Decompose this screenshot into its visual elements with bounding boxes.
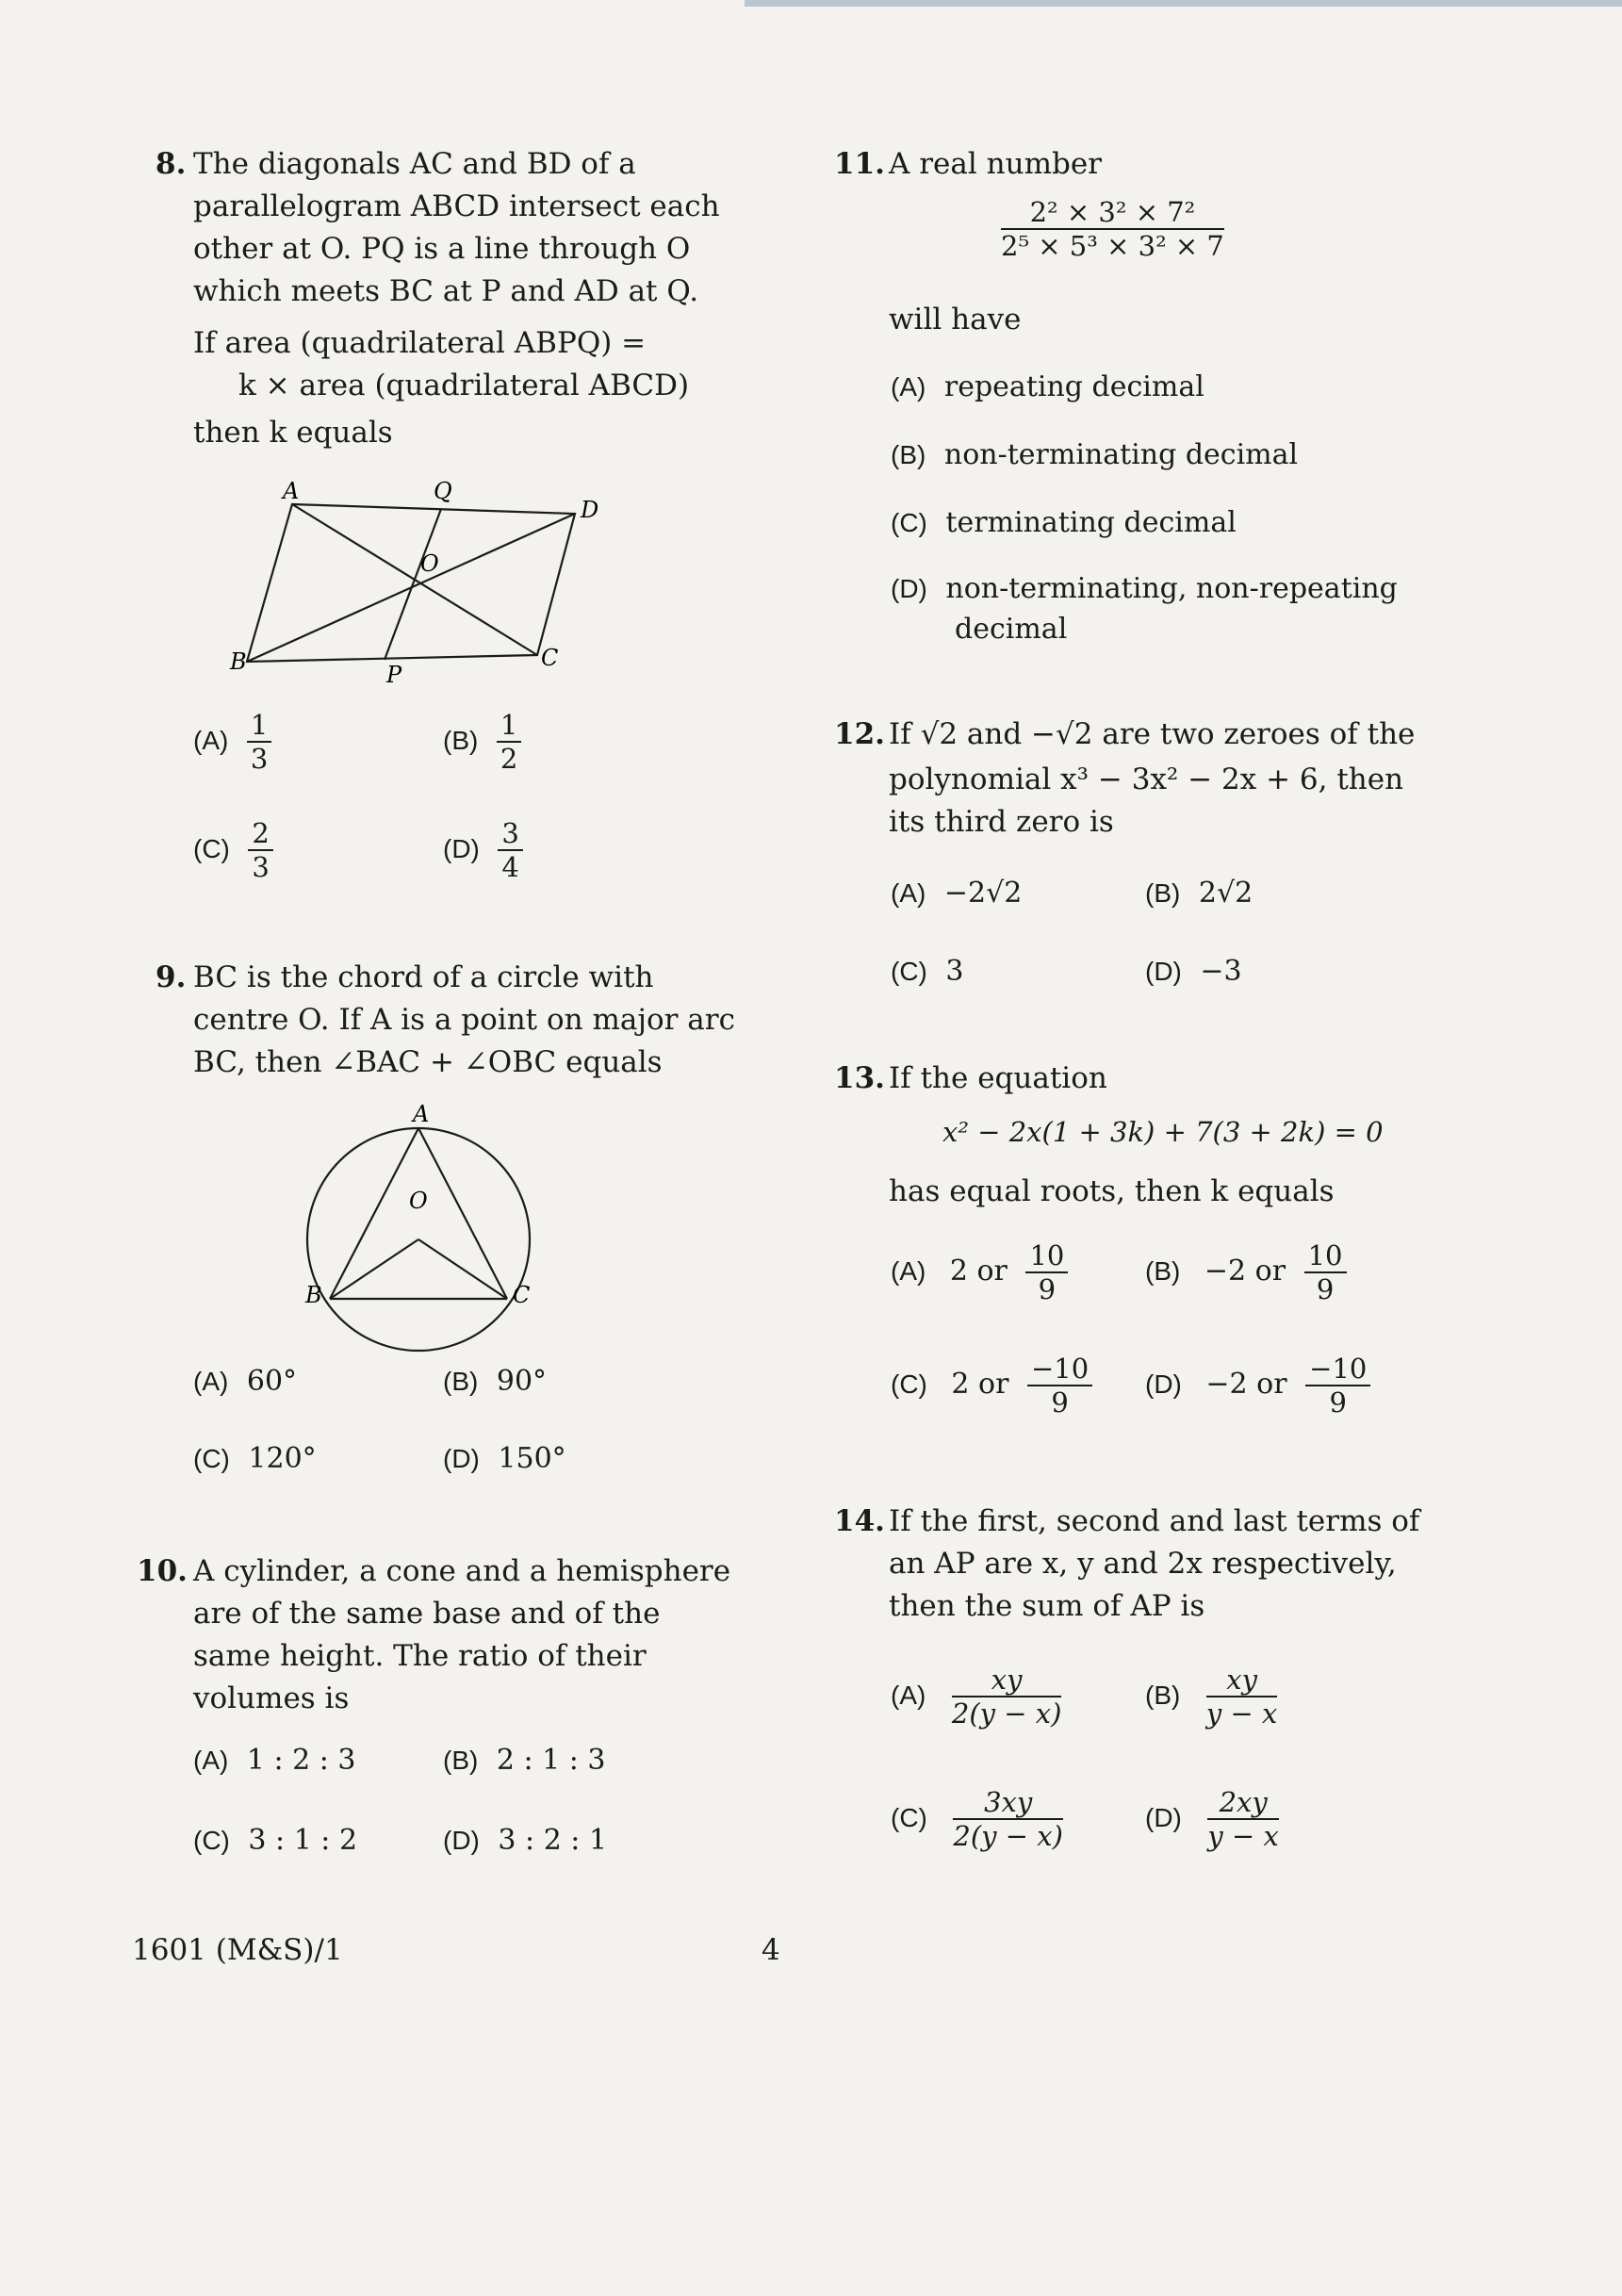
- option-d[interactable]: [891, 572, 1398, 646]
- fraction-numerator: 10: [1025, 1239, 1068, 1273]
- option-a[interactable]: [891, 1664, 1061, 1730]
- option-value: 60°: [246, 1365, 298, 1398]
- fraction: [1305, 1353, 1370, 1419]
- option-d[interactable]: [443, 1442, 566, 1475]
- option-a[interactable]: [193, 1744, 356, 1777]
- question-text-line: BC, then ∠BAC + ∠OBC equals: [193, 1045, 663, 1079]
- page-number: 4: [762, 1933, 780, 1967]
- question-text-line: its third zero is: [889, 805, 1114, 839]
- fraction: [247, 709, 271, 775]
- option-value: repeating decimal: [943, 370, 1204, 403]
- fraction-numerator: 1: [247, 709, 271, 743]
- option-value: 3 : 2 : 1: [498, 1824, 608, 1857]
- option-label: (D): [1145, 1803, 1182, 1832]
- fraction-denominator: 9: [1051, 1386, 1069, 1419]
- option-label: (A): [891, 1681, 926, 1710]
- question-number: 10.: [137, 1554, 188, 1588]
- fraction: [498, 817, 522, 883]
- option-b[interactable]: [443, 709, 521, 775]
- question-text-line: parallelogram ABCD intersect each: [193, 189, 720, 223]
- option-b[interactable]: [443, 1365, 547, 1398]
- question-text-line: If √2 and −√2 are two zeroes of the: [889, 717, 1416, 751]
- option-label: (A): [193, 726, 229, 755]
- question-text-line: then k equals: [193, 416, 393, 450]
- option-value-continued: decimal: [955, 613, 1068, 646]
- fraction-denominator: 3: [252, 851, 270, 883]
- question-text-line: If the equation: [889, 1061, 1107, 1095]
- question-text-line: other at O. PQ is a line through O: [193, 232, 691, 266]
- vertex-label-d: D: [581, 497, 599, 523]
- option-label: (C): [891, 957, 927, 986]
- question-text-line: A real number: [889, 147, 1102, 181]
- fraction: [1025, 1239, 1068, 1305]
- question-text-line: The diagonals AC and BD of a: [193, 147, 636, 181]
- fraction-numerator: 3: [498, 817, 522, 851]
- option-label: (D): [1145, 1369, 1182, 1399]
- question-number: 12.: [834, 717, 885, 751]
- option-label: (D): [443, 834, 480, 863]
- point-label-a: A: [413, 1101, 430, 1127]
- option-b[interactable]: [1145, 1664, 1277, 1730]
- fraction-denominator: 9: [1329, 1386, 1347, 1419]
- option-value: non-terminating, non-repeating: [945, 572, 1398, 605]
- fraction-denominator: 2(y − x): [953, 1820, 1063, 1852]
- fraction: [953, 1786, 1063, 1852]
- question-number: 9.: [156, 960, 187, 994]
- vertex-label-a: A: [283, 481, 300, 504]
- option-label: (C): [891, 1369, 927, 1399]
- option-label: (C): [891, 1803, 927, 1832]
- point-label-q: Q: [434, 481, 452, 504]
- fraction: [1207, 1786, 1278, 1852]
- option-d[interactable]: [443, 1824, 607, 1857]
- option-label: (D): [1145, 957, 1182, 986]
- fraction-numerator: −10: [1305, 1353, 1370, 1386]
- parallelogram-figure: [226, 481, 603, 688]
- vertex-label-c: C: [541, 645, 559, 671]
- fraction: [248, 817, 272, 883]
- fraction-numerator: 2² × 3² × 7²: [1001, 196, 1224, 230]
- option-label: (D): [443, 1444, 480, 1473]
- option-a[interactable]: [891, 877, 1022, 910]
- fraction-denominator: 4: [501, 851, 519, 883]
- option-value: 150°: [498, 1442, 566, 1475]
- option-d[interactable]: [1145, 1786, 1279, 1852]
- fraction: [497, 709, 521, 775]
- option-label: (B): [1145, 1256, 1181, 1286]
- option-c[interactable]: [891, 1786, 1063, 1852]
- option-label: (C): [193, 1826, 230, 1855]
- scan-top-edge: [745, 0, 1622, 7]
- option-label: (A): [891, 1256, 926, 1286]
- question-text-line: A cylinder, a cone and a hemisphere: [193, 1554, 731, 1588]
- option-b[interactable]: [443, 1744, 606, 1777]
- question-number: 11.: [834, 147, 885, 181]
- question-text-line: an AP are x, y and 2x respectively,: [889, 1547, 1397, 1581]
- paper-code: 1601 (M&S)/1: [132, 1933, 343, 1967]
- real-number-fraction: [1001, 196, 1224, 262]
- center-label-o: O: [420, 550, 439, 577]
- question-text-line: If the first, second and last terms of: [889, 1504, 1420, 1538]
- question-text-line: then the sum of AP is: [889, 1589, 1205, 1623]
- option-label: (A): [193, 1367, 229, 1396]
- question-text-line: will have: [889, 303, 1022, 336]
- option-a[interactable]: [891, 1239, 1068, 1305]
- option-c[interactable]: [891, 506, 1237, 539]
- fraction: [1027, 1353, 1092, 1419]
- question-text-line: BC is the chord of a circle with: [193, 960, 654, 994]
- circle-figure: [292, 1093, 556, 1367]
- option-value: −2√2: [943, 877, 1023, 910]
- option-label: (A): [193, 1746, 229, 1775]
- option-label: (C): [193, 834, 230, 863]
- fraction-denominator: 2⁵ × 5³ × 3² × 7: [1001, 230, 1224, 262]
- option-label: (D): [443, 1826, 480, 1855]
- option-label: (B): [443, 1367, 479, 1396]
- point-label-p: P: [386, 662, 402, 688]
- option-a[interactable]: [193, 709, 271, 775]
- fraction-numerator: xy: [952, 1664, 1062, 1697]
- option-value: 3 : 1 : 2: [248, 1824, 358, 1857]
- option-value: 120°: [248, 1442, 317, 1475]
- fraction-denominator: 9: [1038, 1273, 1057, 1305]
- option-d[interactable]: [1145, 955, 1242, 988]
- question-text-line: centre O. If A is a point on major arc: [193, 1003, 735, 1037]
- option-label: (B): [891, 440, 926, 469]
- fraction-denominator: 9: [1316, 1273, 1335, 1305]
- question-text-line: are of the same base and of the: [193, 1597, 661, 1631]
- option-b[interactable]: [1145, 1239, 1347, 1305]
- fraction: [952, 1664, 1062, 1730]
- option-value: 3: [945, 955, 964, 988]
- option-d[interactable]: [443, 817, 523, 883]
- option-value: 90°: [496, 1365, 548, 1398]
- option-a[interactable]: [891, 370, 1204, 403]
- fraction-denominator: 3: [250, 743, 269, 775]
- center-label-o: O: [409, 1188, 428, 1214]
- option-value: −3: [1200, 955, 1242, 988]
- fraction-numerator: xy: [1206, 1664, 1277, 1697]
- option-value: 2 or: [951, 1368, 1009, 1401]
- option-d[interactable]: [1145, 1353, 1370, 1419]
- option-label: (B): [443, 726, 479, 755]
- fraction-denominator: 2(y − x): [951, 1697, 1062, 1730]
- question-number: 14.: [834, 1504, 885, 1538]
- equation: x² − 2x(1 + 3k) + 7(3 + 2k) = 0: [942, 1116, 1384, 1148]
- option-a[interactable]: [193, 1365, 297, 1398]
- option-value: 2 : 1 : 3: [496, 1744, 606, 1777]
- option-c[interactable]: [891, 955, 964, 988]
- option-label: (B): [443, 1746, 479, 1775]
- vertex-label-b: B: [230, 648, 247, 675]
- option-value: terminating decimal: [945, 506, 1237, 539]
- point-label-b: B: [305, 1282, 322, 1308]
- option-label: (D): [891, 574, 927, 603]
- option-b[interactable]: [891, 438, 1298, 471]
- fraction-numerator: 10: [1304, 1239, 1347, 1273]
- option-label: (C): [891, 508, 927, 537]
- option-value: −2 or: [1204, 1255, 1286, 1287]
- fraction-denominator: 2: [500, 743, 518, 775]
- option-value: 2 or: [949, 1255, 1008, 1287]
- option-label: (B): [1145, 878, 1181, 908]
- fraction-numerator: 2xy: [1207, 1786, 1278, 1820]
- option-label: (A): [891, 878, 926, 908]
- option-c[interactable]: [193, 1824, 357, 1857]
- question-number: 13.: [834, 1061, 885, 1095]
- option-value: non-terminating decimal: [943, 438, 1299, 471]
- fraction: [1001, 196, 1224, 262]
- fraction-numerator: −10: [1027, 1353, 1092, 1386]
- question-text-line: polynomial x³ − 3x² − 2x + 6, then: [889, 763, 1404, 796]
- option-value: −2 or: [1205, 1368, 1287, 1401]
- question-text-line: same height. The ratio of their: [193, 1639, 647, 1673]
- option-b[interactable]: [1145, 877, 1253, 910]
- option-c[interactable]: [891, 1353, 1092, 1419]
- option-c[interactable]: [193, 817, 273, 883]
- fraction-numerator: 1: [497, 709, 521, 743]
- question-text-line: has equal roots, then k equals: [889, 1174, 1335, 1208]
- question-text-line: k × area (quadrilateral ABCD): [238, 369, 690, 402]
- fraction-denominator: y − x: [1207, 1820, 1279, 1852]
- question-text-line: volumes is: [193, 1681, 350, 1715]
- option-label: (A): [891, 372, 926, 402]
- fraction-denominator: y − x: [1205, 1697, 1278, 1730]
- question-number: 8.: [156, 147, 187, 181]
- option-value: 1 : 2 : 3: [246, 1744, 356, 1777]
- fraction-numerator: 3xy: [953, 1786, 1063, 1820]
- option-label: (B): [1145, 1681, 1181, 1710]
- option-c[interactable]: [193, 1442, 317, 1475]
- fraction-numerator: 2: [248, 817, 272, 851]
- fraction: [1206, 1664, 1277, 1730]
- fraction: [1304, 1239, 1347, 1305]
- question-text-line: If area (quadrilateral ABPQ) =: [193, 326, 647, 360]
- question-text-line: which meets BC at P and AD at Q.: [193, 274, 699, 308]
- option-value: 2√2: [1198, 877, 1253, 910]
- option-label: (C): [193, 1444, 230, 1473]
- point-label-c: C: [513, 1282, 531, 1308]
